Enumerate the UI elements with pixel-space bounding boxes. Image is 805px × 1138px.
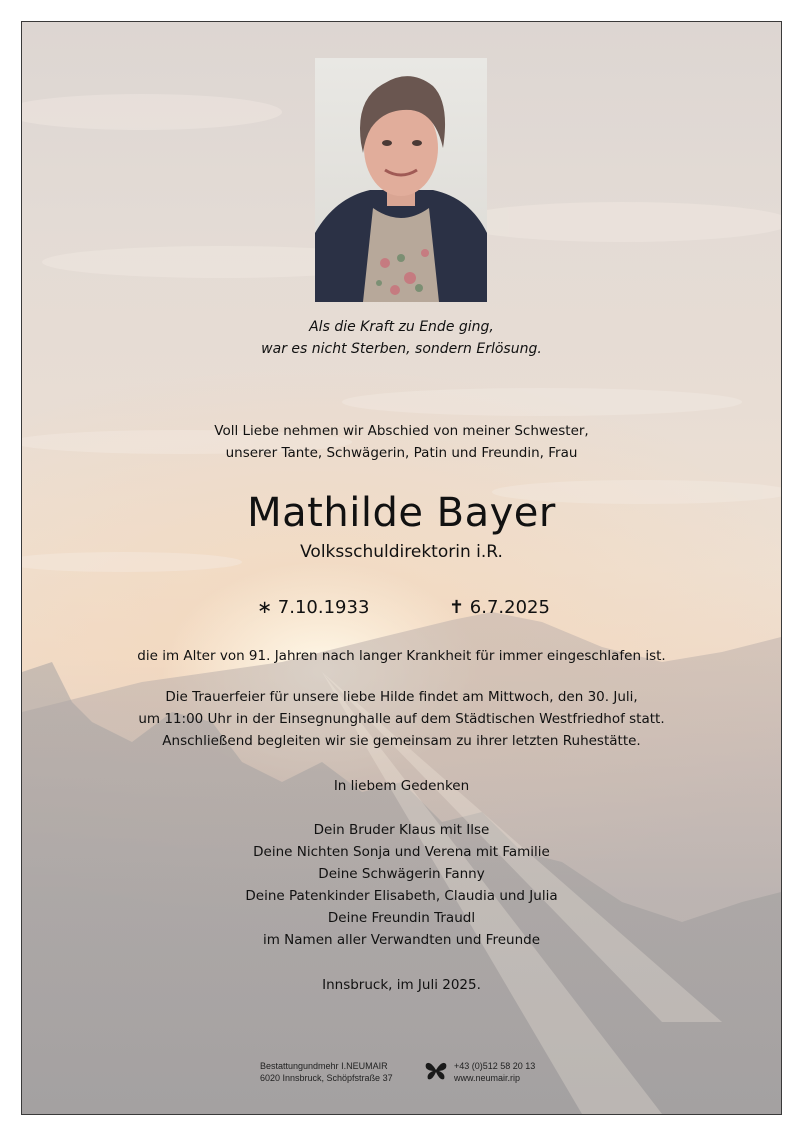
company-address: 6020 Innsbruck, Schöpfstraße 37 [260,1073,393,1083]
intro-line-2: unserer Tante, Schwägerin, Patin und Freundin, Frau [225,445,578,461]
deceased-title: Volksschuldirektorin i.R. [300,542,503,562]
obituary-card [21,21,782,1115]
mourner-line: Deine Schwägerin Fanny [318,866,485,882]
company-website: www.neumair.rip [454,1073,521,1083]
ceremony-text [22,686,781,752]
company-name: Bestattungundmehr [260,1061,339,1071]
obituary-content [22,22,781,1114]
birth-date: ∗ 7.10.1933 [257,597,370,618]
age-text: die im Alter von 91. Jahren nach langer Krankheit für immer eingeschlafen ist. [137,648,666,664]
butterfly-icon [424,1058,448,1082]
ceremony-line-1: Die Trauerfeier für unsere liebe Hilde findet am Mittwoch, den 30. Juli, [165,689,638,705]
mourners-list [22,819,781,951]
quote-line-1: Als die Kraft zu Ende ging, [309,319,494,335]
mourner-line: Deine Patenkinder Elisabeth, Claudia und Julia [245,888,558,904]
ceremony-line-2: um 11:00 Uhr in der Einsegnunghalle auf dem Städtischen Westfriedhof statt. [138,711,665,727]
place-date: Innsbruck, im Juli 2025. [322,977,481,993]
memorial-quote [22,316,781,360]
footer-left [260,1060,393,1084]
intro-text [22,420,781,464]
footer-right [454,1060,535,1084]
ceremony-line-3: Anschließend begleiten wir sie gemeinsam zu ihrer letzten Ruhestätte. [162,733,641,749]
company-phone: +43 (0)512 58 20 13 [454,1061,536,1071]
mourner-line: Deine Freundin Traudl [327,910,476,926]
memory-text: In liebem Gedenken [333,778,470,794]
company-brand: I.NEUMAIR [341,1061,388,1071]
mourner-line: Dein Bruder Klaus mit Ilse [313,822,490,838]
death-date: ✝ 6.7.2025 [449,597,550,618]
mourner-line: im Namen aller Verwandten und Freunde [262,932,541,948]
quote-line-2: war es nicht Sterben, sondern Erlösung. [261,341,542,357]
portrait-photo [315,58,487,302]
intro-line-1: Voll Liebe nehmen wir Abschied von meiner Schwester, [214,423,589,439]
mourner-line: Deine Nichten Sonja und Verena mit Familie [253,844,550,860]
deceased-name: Mathilde Bayer [247,490,556,536]
